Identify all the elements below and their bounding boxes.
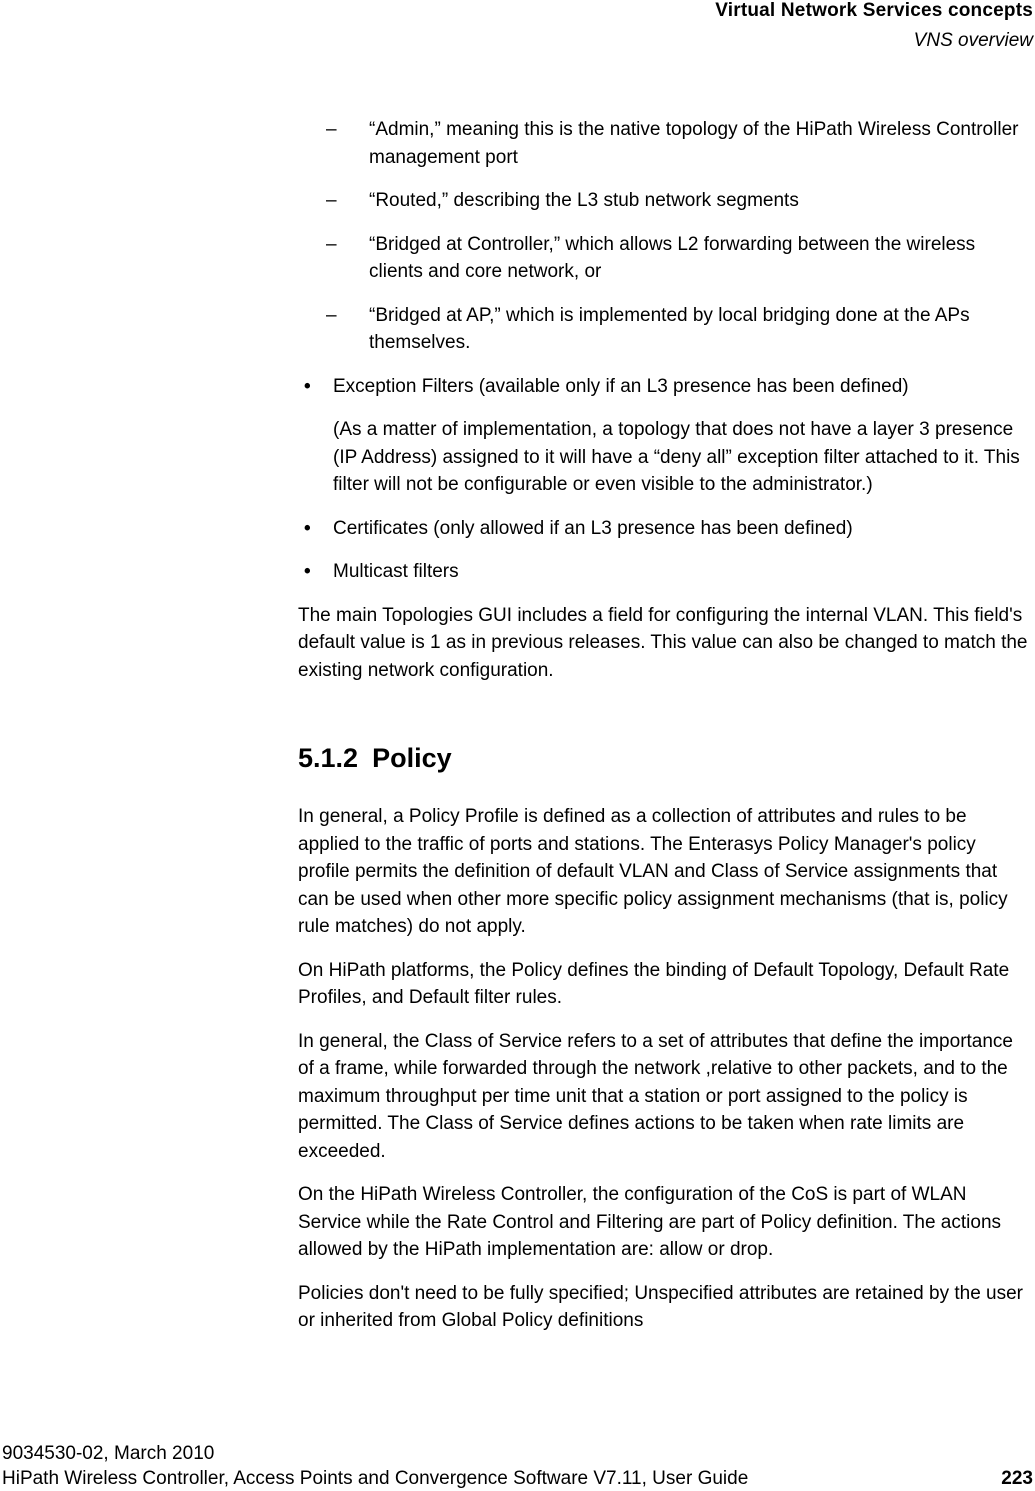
bullet-text: Multicast filters [333,561,459,582]
list-item-bridged-ap [298,302,1031,357]
page-body [298,116,1031,1351]
topologies-paragraph: The main Topologies GUI includes a field for configuring the internal VLAN. This field's default value is 1 as in previous releases. This value can also be changed to match the existing network configuration. [298,604,1028,681]
policy-paragraph-2: On HiPath platforms, the Policy defines the binding of Default Topology, Default Rate Profiles, and Default filter rules. [298,959,1010,1008]
exception-note: (As a matter of implementation, a topology that does not have a layer 3 presence (IP Address) assigned to it will have a “deny all” exception filter attached to it. This filter will not be configurable or even visible to the administrator.) [333,419,1020,495]
footer-guide-title: HiPath Wireless Controller, Access Points and Convergence Software V7.11, User Guide [2,1468,749,1489]
policy-paragraph-1: In general, a Policy Profile is defined as a collection of attributes and rules to be applied to the traffic of ports and stations. The Enterasys Policy Manager's policy profile permits the definition of default VLAN and Class of Service assignments that can be used when other more specific policy assignment mechanisms (that is, policy rule matches) do not apply. [298,806,1008,937]
running-header-subtitle: VNS overview [913,30,1033,51]
dash-marker: – [326,304,337,326]
running-header-title: Virtual Network Services concepts [715,0,1033,21]
section-heading [298,742,1031,774]
bullet-marker: • [304,561,311,582]
policy-paragraph-5: Policies don't need to be fully specified; Unspecified attributes are retained by the user or inherited from Global Policy definitions [298,1282,1023,1331]
policy-paragraph-4: On the HiPath Wireless Controller, the configuration of the CoS is part of WLAN Service while the Rate Control and Filtering are part of Policy definition. The actions allowed by the HiPath implementation are: allow or drop. [298,1184,1002,1260]
section-number: 5.1.2 [298,743,359,773]
bullet-marker: • [304,517,311,539]
bullet-certificates [298,515,1031,543]
dash-marker: – [326,119,337,140]
section-title: Policy [372,743,452,773]
bullet-text: Certificates (only allowed if an L3 presence has been defined) [333,517,853,539]
list-item-text: “Bridged at AP,” which is implemented by local bridging done at the APs themselves. [369,304,970,353]
bullet-multicast-filters [298,558,1031,586]
list-item-admin [298,116,1031,171]
footer-doc-id: 9034530-02, March 2010 [2,1443,215,1464]
list-item-text: “Routed,” describing the L3 stub network segments [369,190,799,211]
page-number: 223 [1001,1468,1033,1489]
dash-marker: – [326,233,337,255]
list-item-text: “Bridged at Controller,” which allows L2 forwarding between the wireless clients and core network, or [369,233,976,282]
dash-marker: – [326,190,337,211]
bullet-marker: • [304,375,311,397]
page-footer [2,1441,1031,1491]
list-item-bridged-controller [298,231,1031,286]
list-item-text: “Admin,” meaning this is the native topology of the HiPath Wireless Controller management port [369,119,1019,168]
bullet-text: Exception Filters (available only if an L3 presence has been defined) [333,375,909,397]
bullet-exception-filters [298,373,1031,401]
policy-paragraph-3: In general, the Class of Service refers to a set of attributes that define the importance of a frame, while forwarded through the network ,relative to other packets, and to the maximum throughput per time unit that a station or port assigned to the policy is permitted. The Class of Service defines actions to be taken when rate limits are exceeded. [298,1030,1013,1162]
list-item-routed [298,187,1031,215]
